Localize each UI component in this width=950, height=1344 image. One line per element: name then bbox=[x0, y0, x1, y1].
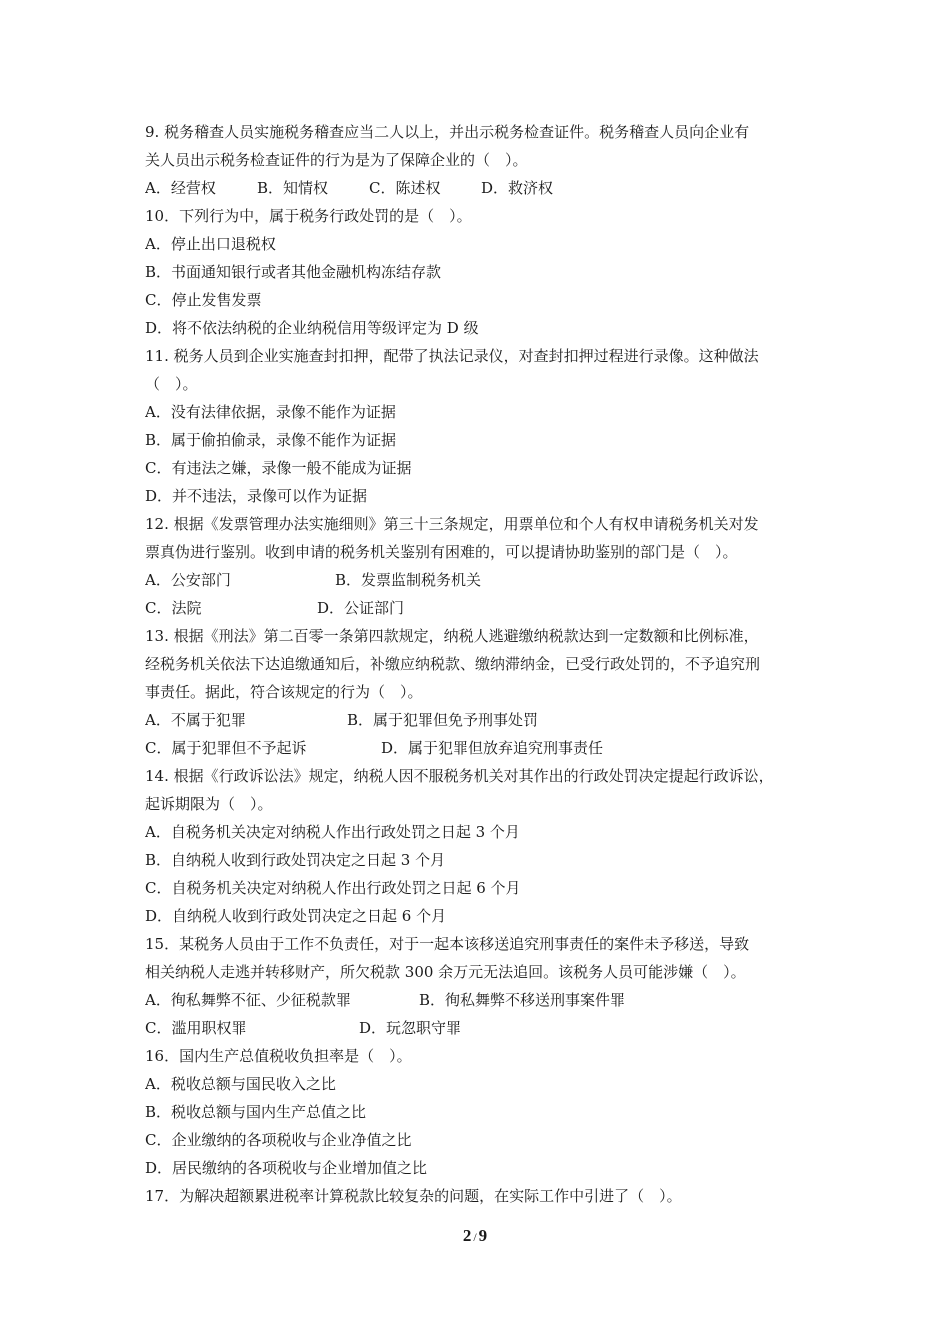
q14-stem-line-2: 起诉期限为（ ）。 bbox=[145, 795, 273, 813]
q16-stem: 16．国内生产总值税收负担率是（ ）。 bbox=[145, 1047, 412, 1065]
q11-option-b: B．属于偷拍偷录，录像不能作为证据 bbox=[145, 431, 397, 449]
q9-stem-line-1: 9. 税务稽查人员实施税务稽查应当二人以上，并出示税务检查证件。税务稽查人员向企业有 bbox=[145, 123, 750, 141]
q15-options-ab bbox=[145, 986, 810, 1014]
q10-option-c: C．停止发售发票 bbox=[145, 291, 262, 309]
q14-option-d: D．自纳税人收到行政处罚决定之日起 6 个月 bbox=[145, 907, 447, 925]
q11-option-a: A．没有法律依据，录像不能作为证据 bbox=[145, 403, 396, 421]
page-total: 9 bbox=[478, 1226, 488, 1245]
q14-option-c: C．自税务机关决定对纳税人作出行政处罚之日起 6 个月 bbox=[145, 879, 521, 897]
q15-option-b: B．徇私舞弊不移送刑事案件罪 bbox=[419, 991, 626, 1009]
q15-option-c: C．滥用职权罪 bbox=[145, 1019, 247, 1037]
q14-option-a: A．自税务机关决定对纳税人作出行政处罚之日起 3 个月 bbox=[145, 823, 520, 841]
q14-option-b: B．自纳税人收到行政处罚决定之日起 3 个月 bbox=[145, 851, 446, 869]
q9-option-d: D．救济权 bbox=[481, 179, 554, 197]
q9-options bbox=[145, 174, 810, 202]
q15-option-d: D．玩忽职守罪 bbox=[359, 1019, 462, 1037]
q13-option-c: C．属于犯罪但不予起诉 bbox=[145, 739, 307, 757]
q10-stem: 10．下列行为中，属于税务行政处罚的是（ ）。 bbox=[145, 207, 472, 225]
q15-options-cd bbox=[145, 1014, 810, 1042]
page-separator: / bbox=[473, 1230, 477, 1244]
q11-option-c: C．有违法之嫌，录像一般不能成为证据 bbox=[145, 459, 412, 477]
q9-option-b: B．知情权 bbox=[257, 179, 329, 197]
q9-option-a: A．经营权 bbox=[145, 179, 216, 197]
document-body bbox=[145, 118, 810, 1210]
q15-option-a: A．徇私舞弊不征、少征税款罪 bbox=[145, 991, 351, 1009]
q16-option-d: D．居民缴纳的各项税收与企业增加值之比 bbox=[145, 1159, 428, 1177]
q9-option-c: C．陈述权 bbox=[369, 179, 441, 197]
q12-option-b: B．发票监制税务机关 bbox=[335, 571, 482, 589]
q13-options-cd bbox=[145, 734, 810, 762]
q13-stem-line-1: 13. 根据《刑法》第二百零一条第四款规定，纳税人逃避缴纳税款达到一定数额和比例标准， bbox=[145, 627, 759, 645]
q17-stem: 17．为解决超额累进税率计算税款比较复杂的问题，在实际工作中引进了（ ）。 bbox=[145, 1187, 682, 1205]
q10-option-d: D．将不依法纳税的企业纳税信用等级评定为 D 级 bbox=[145, 319, 479, 337]
page-number bbox=[0, 1226, 950, 1246]
q16-option-a: A．税收总额与国民收入之比 bbox=[145, 1075, 336, 1093]
q13-option-b: B．属于犯罪但免予刑事处罚 bbox=[347, 711, 539, 729]
q16-option-c: C．企业缴纳的各项税收与企业净值之比 bbox=[145, 1131, 412, 1149]
q12-stem-line-1: 12. 根据《发票管理办法实施细则》第三十三条规定，用票单位和个人有权申请税务机关对发 bbox=[145, 515, 759, 533]
q16-option-b: B．税收总额与国内生产总值之比 bbox=[145, 1103, 367, 1121]
q13-option-a: A．不属于犯罪 bbox=[145, 711, 246, 729]
q12-stem-line-2: 票真伪进行鉴别。收到申请的税务机关鉴别有困难的，可以提请协助鉴别的部门是（ ）。 bbox=[145, 543, 738, 561]
q12-option-a: A．公安部门 bbox=[145, 571, 231, 589]
q13-stem-line-2: 经税务机关依法下达追缴通知后，补缴应纳税款、缴纳滞纳金，已受行政处罚的，不予追究刑 bbox=[145, 655, 761, 673]
q12-options-ab bbox=[145, 566, 810, 594]
q11-stem-line-2: （ ）。 bbox=[145, 375, 198, 393]
page-current: 2 bbox=[462, 1226, 472, 1245]
q13-stem-line-3: 事责任。据此，符合该规定的行为（ ）。 bbox=[145, 683, 423, 701]
q14-stem-line-1: 14. 根据《行政诉讼法》规定，纳税人因不服税务机关对其作出的行政处罚决定提起行政诉讼， bbox=[145, 767, 774, 785]
q15-stem-line-2: 相关纳税人走逃并转移财产，所欠税款 300 余万元无法追回。该税务人员可能涉嫌（ ）。 bbox=[145, 963, 746, 981]
q13-option-d: D．属于犯罪但放弃追究刑事责任 bbox=[381, 739, 604, 757]
q13-options-ab bbox=[145, 706, 810, 734]
q12-options-cd bbox=[145, 594, 810, 622]
q11-option-d: D．并不违法，录像可以作为证据 bbox=[145, 487, 368, 505]
q9-stem-line-2: 关人员出示税务检查证件的行为是为了保障企业的（ ）。 bbox=[145, 151, 528, 169]
q12-option-c: C．法院 bbox=[145, 599, 202, 617]
q15-stem-line-1: 15．某税务人员由于工作不负责任，对于一起本该移送追究刑事责任的案件未予移送，导致 bbox=[145, 935, 750, 953]
q12-option-d: D．公证部门 bbox=[317, 599, 405, 617]
q10-option-a: A．停止出口退税权 bbox=[145, 235, 276, 253]
q11-stem-line-1: 11. 税务人员到企业实施查封扣押，配带了执法记录仪，对查封扣押过程进行录像。这种做法 bbox=[145, 347, 759, 365]
q10-option-b: B．书面通知银行或者其他金融机构冻结存款 bbox=[145, 263, 442, 281]
